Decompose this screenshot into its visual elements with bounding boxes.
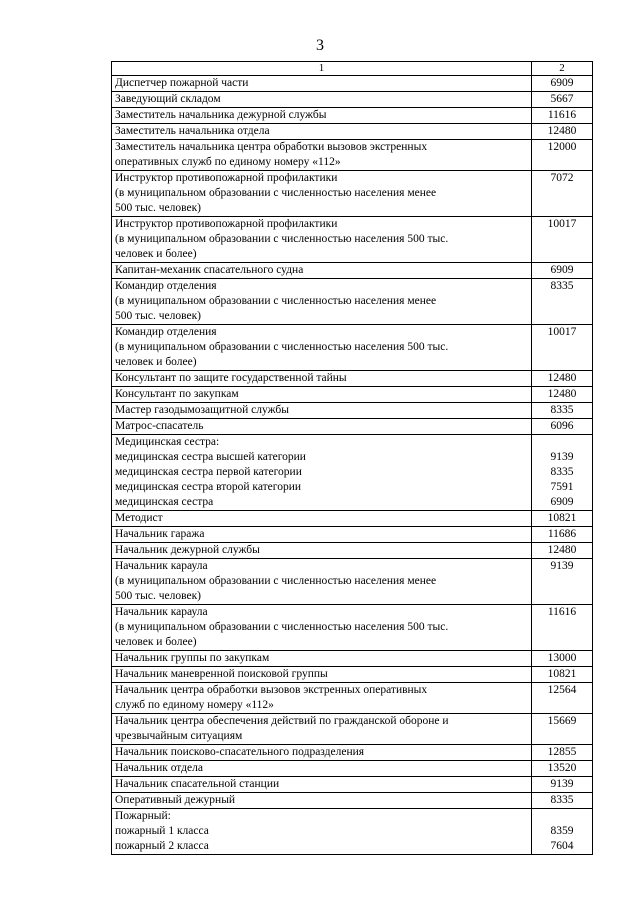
table-row bbox=[112, 140, 593, 171]
position-name-cell bbox=[112, 745, 532, 761]
salary-value-cell bbox=[532, 403, 593, 419]
salary-value: 8335 bbox=[550, 280, 574, 292]
position-name-line: человек и более) bbox=[115, 356, 197, 368]
salary-value: 6096 bbox=[550, 420, 574, 432]
salary-value: 7604 bbox=[550, 840, 574, 852]
table-row bbox=[112, 745, 593, 761]
position-name-line: Диспетчер пожарной части bbox=[115, 77, 249, 89]
position-name-cell bbox=[112, 511, 532, 527]
salary-value-cell bbox=[532, 419, 593, 435]
table-row bbox=[112, 809, 593, 855]
position-name-line: Оперативный дежурный bbox=[115, 794, 236, 806]
salary-value-cell bbox=[532, 279, 593, 325]
position-name-line: Начальник центра обеспечения действий по гражданской обороне и bbox=[115, 715, 449, 727]
salary-value: 6909 bbox=[550, 264, 574, 276]
position-name-line: Начальник караула bbox=[115, 606, 208, 618]
table-row bbox=[112, 605, 593, 651]
salary-value: 11616 bbox=[547, 606, 577, 618]
position-name-line: Заместитель начальника отдела bbox=[115, 125, 270, 137]
position-name-line: (в муниципальном образовании с численностью населения 500 тыс. bbox=[115, 233, 449, 245]
table-row bbox=[112, 92, 593, 108]
salary-value: 10017 bbox=[547, 326, 577, 338]
salary-value: 9139 bbox=[550, 451, 574, 463]
position-name-cell bbox=[112, 171, 532, 217]
position-name-cell bbox=[112, 777, 532, 793]
position-name-line: медицинская сестра первой категории bbox=[115, 466, 302, 478]
position-name-cell bbox=[112, 683, 532, 714]
table-row bbox=[112, 217, 593, 263]
position-name-cell bbox=[112, 714, 532, 745]
table-row bbox=[112, 108, 593, 124]
position-name-cell bbox=[112, 809, 532, 855]
salary-value-cell bbox=[532, 745, 593, 761]
table-row bbox=[112, 325, 593, 371]
salary-value-cell bbox=[532, 714, 593, 745]
position-name-cell bbox=[112, 140, 532, 171]
table-row bbox=[112, 435, 593, 511]
table-row bbox=[112, 263, 593, 279]
salary-value-cell bbox=[532, 543, 593, 559]
salary-value: 12480 bbox=[547, 372, 577, 384]
salary-value-cell bbox=[532, 171, 593, 217]
table-row bbox=[112, 793, 593, 809]
salary-value-cell bbox=[532, 92, 593, 108]
salary-value: 12480 bbox=[547, 125, 577, 137]
position-name-line: 500 тыс. человек) bbox=[115, 202, 201, 214]
position-name-cell bbox=[112, 217, 532, 263]
position-name-line: оперативных служб по единому номеру «112» bbox=[115, 156, 341, 168]
table-row bbox=[112, 419, 593, 435]
salary-value: 15669 bbox=[547, 715, 577, 727]
table-row bbox=[112, 559, 593, 605]
position-name-cell bbox=[112, 605, 532, 651]
position-name-line: Заместитель начальника дежурной службы bbox=[115, 109, 327, 121]
position-name-cell bbox=[112, 651, 532, 667]
column-header-1: 1 bbox=[112, 62, 532, 76]
salary-value: 9139 bbox=[550, 560, 574, 572]
salary-value: 6909 bbox=[550, 77, 574, 89]
table-row bbox=[112, 714, 593, 745]
salary-value: 11616 bbox=[547, 109, 577, 121]
position-name-line: человек и более) bbox=[115, 636, 197, 648]
salary-value: 8335 bbox=[550, 794, 574, 806]
salary-value-cell bbox=[532, 435, 593, 511]
table-row bbox=[112, 651, 593, 667]
position-name-line: Начальник отдела bbox=[115, 762, 203, 774]
position-name-line: Методист bbox=[115, 512, 163, 524]
salary-value: 11686 bbox=[547, 528, 577, 540]
salary-value-cell bbox=[532, 108, 593, 124]
position-name-line: (в муниципальном образовании с численностью населения менее bbox=[115, 575, 437, 587]
position-name-cell bbox=[112, 76, 532, 92]
table-row bbox=[112, 683, 593, 714]
position-name-cell bbox=[112, 92, 532, 108]
position-name-line: Командир отделения bbox=[115, 326, 217, 338]
position-name-cell bbox=[112, 543, 532, 559]
position-name-line: Медицинская сестра: bbox=[115, 436, 220, 448]
position-name-line: Матрос-спасатель bbox=[115, 420, 204, 432]
position-name-line: Капитан-механик спасательного судна bbox=[115, 264, 304, 276]
table-header-row bbox=[112, 62, 593, 76]
position-name-line: Консультант по защите государственной тайны bbox=[115, 372, 347, 384]
table-row bbox=[112, 279, 593, 325]
table-row bbox=[112, 667, 593, 683]
position-name-line: (в муниципальном образовании с численностью населения менее bbox=[115, 187, 437, 199]
salary-value-cell bbox=[532, 605, 593, 651]
position-name-cell bbox=[112, 325, 532, 371]
position-name-line: медицинская сестра bbox=[115, 496, 214, 508]
salary-value: 5667 bbox=[550, 93, 574, 105]
position-name-line: (в муниципальном образовании с численностью населения 500 тыс. bbox=[115, 621, 449, 633]
position-name-cell bbox=[112, 761, 532, 777]
position-name-line: Начальник поисково-спасательного подразделения bbox=[115, 746, 365, 758]
position-name-line: медицинская сестра второй категории bbox=[115, 481, 302, 493]
table-row bbox=[112, 171, 593, 217]
position-name-cell bbox=[112, 559, 532, 605]
salary-value: 10017 bbox=[547, 218, 577, 230]
salary-value: 9139 bbox=[550, 778, 574, 790]
salary-value-cell bbox=[532, 651, 593, 667]
salary-value-cell bbox=[532, 777, 593, 793]
position-name-line: 500 тыс. человек) bbox=[115, 310, 201, 322]
salary-value: 7591 bbox=[550, 481, 574, 493]
salary-value-cell bbox=[532, 761, 593, 777]
position-name-cell bbox=[112, 419, 532, 435]
salary-value: 13000 bbox=[547, 652, 577, 664]
position-name-line: медицинская сестра высшей категории bbox=[115, 451, 306, 463]
salary-value: 8335 bbox=[550, 404, 574, 416]
salary-value: 10821 bbox=[547, 668, 577, 680]
position-name-line: Начальник гаража bbox=[115, 528, 205, 540]
position-name-line: Инструктор противопожарной профилактики bbox=[115, 218, 338, 230]
position-name-cell bbox=[112, 403, 532, 419]
salary-value-cell bbox=[532, 809, 593, 855]
table-row bbox=[112, 761, 593, 777]
salary-value-cell bbox=[532, 140, 593, 171]
position-name-line: человек и более) bbox=[115, 248, 197, 260]
salary-value: 13520 bbox=[547, 762, 577, 774]
position-name-line: Начальник караула bbox=[115, 560, 208, 572]
salary-value-cell bbox=[532, 325, 593, 371]
salary-value-cell bbox=[532, 263, 593, 279]
position-name-cell bbox=[112, 279, 532, 325]
salary-value-cell bbox=[532, 76, 593, 92]
position-name-cell bbox=[112, 527, 532, 543]
salary-value bbox=[535, 809, 589, 824]
salary-value: 7072 bbox=[550, 172, 574, 184]
position-name-cell bbox=[112, 667, 532, 683]
table-row bbox=[112, 403, 593, 419]
salary-value bbox=[535, 435, 589, 450]
salary-value-cell bbox=[532, 683, 593, 714]
table-row bbox=[112, 543, 593, 559]
salary-value: 6909 bbox=[550, 496, 574, 508]
position-name-line: 500 тыс. человек) bbox=[115, 590, 201, 602]
salary-value: 8335 bbox=[550, 466, 574, 478]
table-row bbox=[112, 777, 593, 793]
position-name-line: Начальник маневренной поисковой группы bbox=[115, 668, 328, 680]
position-name-line: Начальник центра обработки вызовов экстренных оперативных bbox=[115, 684, 428, 696]
salary-value-cell bbox=[532, 793, 593, 809]
salary-value: 12480 bbox=[547, 544, 577, 556]
page-number: 3 bbox=[316, 37, 324, 54]
table-row bbox=[112, 527, 593, 543]
position-name-line: Инструктор противопожарной профилактики bbox=[115, 172, 338, 184]
table-body bbox=[112, 76, 593, 855]
salary-value-cell bbox=[532, 511, 593, 527]
salary-value-cell bbox=[532, 387, 593, 403]
table-row bbox=[112, 124, 593, 140]
position-name-cell bbox=[112, 435, 532, 511]
position-name-line: Начальник дежурной службы bbox=[115, 544, 260, 556]
salary-value: 12855 bbox=[547, 746, 577, 758]
position-name-line: Командир отделения bbox=[115, 280, 217, 292]
position-name-cell bbox=[112, 108, 532, 124]
position-name-cell bbox=[112, 124, 532, 140]
position-name-line: Начальник спасательной станции bbox=[115, 778, 280, 790]
position-name-line: Консультант по закупкам bbox=[115, 388, 239, 400]
position-name-line: Начальник группы по закупкам bbox=[115, 652, 270, 664]
salary-value-cell bbox=[532, 559, 593, 605]
table-row bbox=[112, 387, 593, 403]
position-name-line: чрезвычайным ситуациям bbox=[115, 730, 243, 742]
position-name-cell bbox=[112, 371, 532, 387]
salary-value: 12564 bbox=[547, 684, 577, 696]
salary-value: 12480 bbox=[547, 388, 577, 400]
table-row bbox=[112, 371, 593, 387]
position-name-line: Пожарный: bbox=[115, 810, 171, 822]
position-name-line: пожарный 2 класса bbox=[115, 840, 209, 852]
salary-value: 12000 bbox=[547, 141, 577, 153]
salary-value: 10821 bbox=[547, 512, 577, 524]
salary-value-cell bbox=[532, 371, 593, 387]
position-name-line: пожарный 1 класса bbox=[115, 825, 209, 837]
column-header-2: 2 bbox=[532, 62, 593, 76]
table-row bbox=[112, 511, 593, 527]
salary-value-cell bbox=[532, 667, 593, 683]
position-name-cell bbox=[112, 793, 532, 809]
position-name-line: служб по единому номеру «112» bbox=[115, 699, 274, 711]
table-row bbox=[112, 76, 593, 92]
salary-value-cell bbox=[532, 124, 593, 140]
position-name-line: (в муниципальном образовании с численностью населения менее bbox=[115, 295, 437, 307]
position-name-cell bbox=[112, 263, 532, 279]
salary-value-cell bbox=[532, 527, 593, 543]
salary-value-cell bbox=[532, 217, 593, 263]
position-name-line: (в муниципальном образовании с численностью населения 500 тыс. bbox=[115, 341, 449, 353]
position-name-line: Заведующий складом bbox=[115, 93, 221, 105]
position-name-line: Мастер газодымозащитной службы bbox=[115, 404, 289, 416]
position-name-line: Заместитель начальника центра обработки вызовов экстренных bbox=[115, 141, 428, 153]
salary-table bbox=[111, 61, 593, 855]
position-name-cell bbox=[112, 387, 532, 403]
salary-value: 8359 bbox=[550, 825, 574, 837]
